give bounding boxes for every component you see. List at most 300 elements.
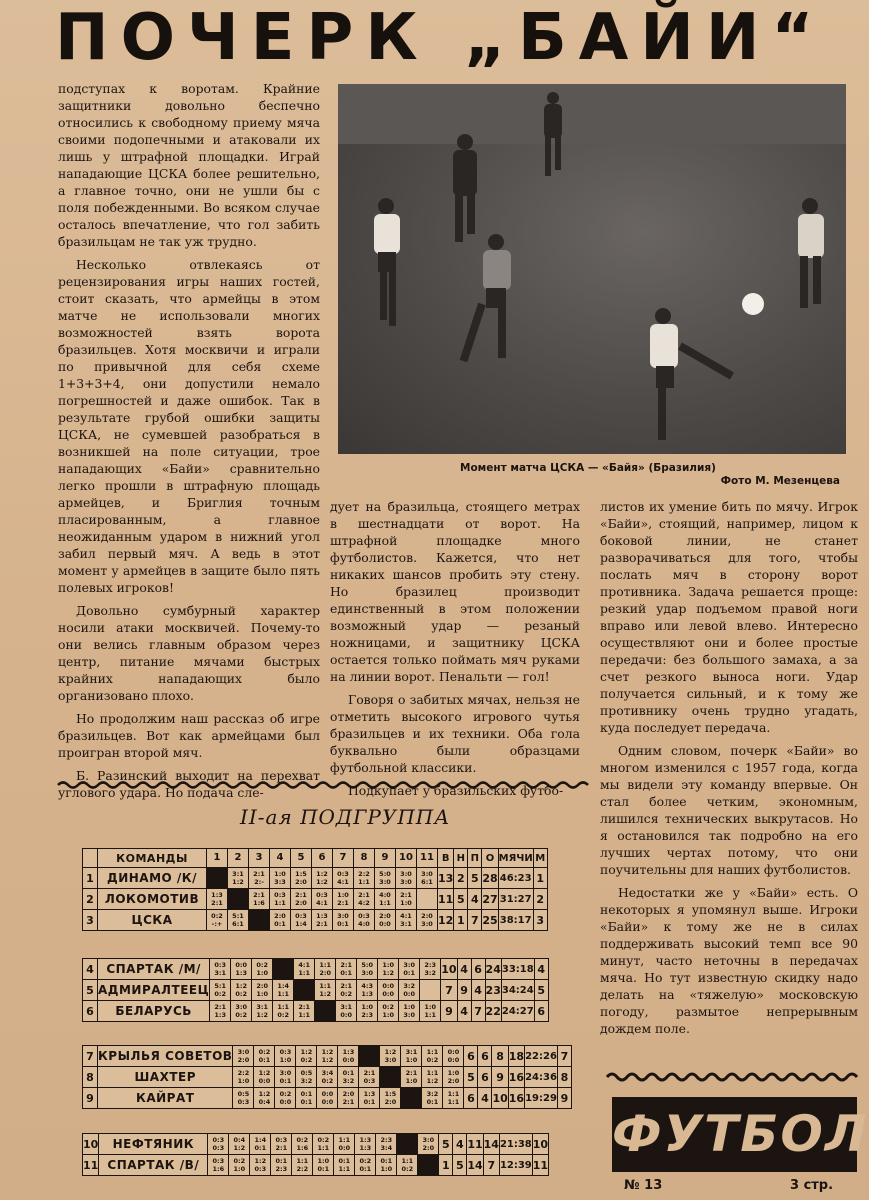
score: 0:4 — [233, 1136, 246, 1144]
score: 0:2 — [359, 1157, 372, 1165]
goals-cell: 24:36 — [525, 1067, 558, 1088]
score: 3:1 — [405, 1048, 418, 1056]
table-row — [83, 1001, 549, 1022]
score: 0:2 — [235, 990, 248, 998]
points-cell: 22 — [485, 1001, 501, 1022]
goals-cell: 19:29 — [525, 1088, 558, 1109]
score: 1:2 — [321, 1056, 334, 1064]
result-cell — [210, 1001, 231, 1022]
result-cell — [312, 868, 333, 889]
losses-cell: 7 — [471, 1001, 485, 1022]
header-cell: 1 — [207, 849, 228, 868]
score: 2:1 — [358, 891, 370, 899]
result-cell — [417, 910, 438, 931]
score: 1:3 — [361, 990, 374, 998]
result-cell — [317, 1088, 338, 1109]
score: 0:3 — [254, 1165, 267, 1173]
header-cell: 6 — [312, 849, 333, 868]
score: 6:1 — [232, 920, 244, 928]
score: 1:3 — [342, 1048, 355, 1056]
score: 0:1 — [258, 1056, 271, 1064]
header-cell: П — [468, 849, 482, 868]
wins-cell: 11 — [438, 889, 454, 910]
score: 2:1 — [342, 1098, 355, 1106]
result-cell — [338, 1046, 359, 1067]
page-number: 3 стр. — [790, 1178, 834, 1193]
result-cell — [443, 1088, 464, 1109]
score: 1:3 — [211, 891, 223, 899]
result-cell — [271, 1134, 292, 1155]
logo-text: ФУТБОЛ — [612, 1105, 869, 1163]
player-kicking — [650, 308, 734, 440]
score: 1:0 — [233, 1165, 246, 1173]
paragraph: Недостатки же у «Байи» есть. О некоторых я упомянул выше. Игроки «Байи» к тому же не в силах поддерживать высокий темп все 90 минут, часто неточны в передачах мяча. Но тут известную скидку надо делать на «тяжелую» московскую погоду, размытое непрерывным дождем поле. — [600, 885, 858, 1036]
score: 0:2 — [426, 1056, 439, 1064]
table-row — [83, 910, 548, 931]
row-number: 3 — [83, 910, 98, 931]
paragraph: подступах к воротам. Крайние защитники довольно беспечно относились к свободному приему мяча своими подопечными и атаковали их лишь у штрафной площадки. Играй нападающие ЦСКА более решительно, а главное точно, они не ушли бы с поля побежденными. Во всяком случае осталось впечатление, что гол забить бразильцам не так уж трудно. — [58, 81, 320, 249]
score: 2:3 — [361, 1011, 374, 1019]
score: 1:2 — [384, 1048, 397, 1056]
header-cell: 11 — [417, 849, 438, 868]
match-photo — [338, 84, 846, 454]
score: 3:0 — [403, 1011, 416, 1019]
self-cell — [228, 889, 249, 910]
score: 1:2 — [319, 990, 332, 998]
score: 1:3 — [359, 1136, 372, 1144]
result-cell — [336, 980, 357, 1001]
score: 0:2 — [277, 1011, 290, 1019]
score: 1:1 — [298, 969, 311, 977]
result-cell — [275, 1088, 296, 1109]
photo-caption — [460, 462, 850, 488]
score: 2:3 — [424, 961, 437, 969]
score: 0:1 — [274, 920, 286, 928]
score: 3:2 — [403, 982, 416, 990]
score: 3:0 — [235, 1003, 248, 1011]
draws-cell: 2 — [454, 868, 468, 889]
paragraph: Б. Разинский выходит на перехват углового удара. Но подача сле- — [58, 768, 320, 800]
table-row — [83, 889, 548, 910]
score: 1:2 — [316, 878, 328, 886]
result-cell — [210, 959, 231, 980]
place-cell: 7 — [557, 1046, 571, 1067]
header-teams: КОМАНДЫ — [98, 849, 207, 868]
losses-cell: 8 — [492, 1046, 508, 1067]
paragraph: Одним словом, почерк «Байи» во многом изменился с 1957 года, когда мы видели эту команду впервые. Он стал более четким, экономным, лишился технических выкрутасов. Но я остановился так подробно на его лучших чертах потому, что они поучительны для наших футболистов. — [600, 743, 858, 877]
result-cell — [228, 868, 249, 889]
result-cell — [334, 1134, 355, 1155]
place-cell: 10 — [532, 1134, 548, 1155]
score: 1:5 — [384, 1090, 397, 1098]
header-cell: МЯЧИ — [498, 849, 533, 868]
score: 0:0 — [340, 1011, 353, 1019]
result-cell — [396, 910, 417, 931]
article-column-1 — [58, 80, 320, 800]
score: 1:2 — [235, 982, 248, 990]
score: 0:2 — [321, 1077, 334, 1085]
row-number: 8 — [83, 1067, 98, 1088]
score: 3:0 — [400, 870, 412, 878]
score: 0:2 — [233, 1157, 246, 1165]
result-cell — [249, 889, 270, 910]
team-name: КАЙРАТ — [98, 1088, 233, 1109]
place-cell: 3 — [533, 910, 547, 931]
row-number: 2 — [83, 889, 98, 910]
caption-text: Момент матча ЦСКА — «Байя» (Бразилия) — [460, 462, 716, 474]
score: 2:3 — [380, 1136, 393, 1144]
score: 2:3 — [275, 1165, 288, 1173]
score: 0:2 — [279, 1090, 292, 1098]
score: 0:0 — [258, 1077, 271, 1085]
score: 4:0 — [358, 920, 370, 928]
score: 3:2 — [342, 1077, 355, 1085]
score: 0:1 — [300, 1098, 313, 1106]
result-cell — [359, 1088, 380, 1109]
score: 1:2 — [256, 1011, 269, 1019]
goals-cell: 33:18 — [501, 959, 534, 980]
score: 1:3 — [316, 912, 328, 920]
result-cell — [333, 868, 354, 889]
paragraph: Подкупает у бразильских футбо- — [348, 783, 564, 798]
score: 2:1 — [275, 1144, 288, 1152]
result-cell — [313, 1134, 334, 1155]
score: 0:0 — [338, 1144, 351, 1152]
self-cell — [207, 868, 228, 889]
result-cell — [357, 1001, 378, 1022]
stadium-background — [338, 84, 846, 144]
result-cell — [313, 1155, 334, 1176]
score: 1:0 — [317, 1157, 330, 1165]
result-cell — [336, 959, 357, 980]
score: 1:0 — [279, 1056, 292, 1064]
result-cell — [250, 1155, 271, 1176]
score: 3:0 — [421, 870, 433, 878]
score: 0:3 — [275, 1136, 288, 1144]
score: 4:1 — [298, 961, 311, 969]
score: 5:1 — [232, 912, 244, 920]
score: 1:0 — [405, 1077, 418, 1085]
score: 1:1 — [277, 1003, 290, 1011]
score: 0:1 — [359, 1165, 372, 1173]
result-cell — [296, 1088, 317, 1109]
score: 1:0 — [274, 870, 286, 878]
result-cell — [399, 980, 420, 1001]
score: 4:0 — [379, 891, 391, 899]
score: 0:5 — [237, 1090, 250, 1098]
wins-cell: 6 — [464, 1088, 478, 1109]
score: 1:2 — [258, 1090, 271, 1098]
losses-cell: 7 — [468, 910, 482, 931]
score: 1:1 — [426, 1069, 439, 1077]
wins-cell: 5 — [439, 1134, 453, 1155]
table-row — [83, 1088, 572, 1109]
result-cell — [399, 959, 420, 980]
result-cell — [250, 1134, 271, 1155]
standings-table — [82, 848, 548, 931]
result-cell — [254, 1046, 275, 1067]
score: 0:0 — [447, 1056, 460, 1064]
score: 6:1 — [421, 878, 433, 886]
table-row — [83, 1046, 572, 1067]
score: 0:1 — [403, 969, 416, 977]
points-cell: 23 — [485, 980, 501, 1001]
table-row — [83, 959, 549, 980]
result-cell — [378, 1001, 399, 1022]
wins-cell: 13 — [438, 868, 454, 889]
score: 0:3 — [237, 1098, 250, 1106]
self-cell — [249, 910, 270, 931]
score: 4:3 — [361, 982, 374, 990]
result-cell — [229, 1155, 250, 1176]
score: 1:0 — [256, 990, 269, 998]
wavy-divider — [58, 780, 588, 790]
result-cell — [315, 959, 336, 980]
result-cell — [417, 889, 438, 910]
points-cell: 28 — [482, 868, 498, 889]
team-name: ШАХТЕР — [98, 1067, 233, 1088]
score: 0:1 — [279, 1077, 292, 1085]
result-cell — [291, 910, 312, 931]
score: 1:1 — [358, 878, 370, 886]
draws-cell: 5 — [454, 889, 468, 910]
draws-cell: 5 — [453, 1155, 467, 1176]
losses-cell: 5 — [468, 868, 482, 889]
score: 2:0 — [319, 969, 332, 977]
team-name: СПАРТАК /В/ — [99, 1155, 208, 1176]
score: 1:0 — [400, 899, 412, 907]
score: 3:0 — [403, 961, 416, 969]
score: 0:1 — [337, 920, 349, 928]
score: 3:2 — [300, 1077, 313, 1085]
result-cell — [208, 1155, 229, 1176]
score: 0:0 — [379, 920, 391, 928]
result-cell — [417, 868, 438, 889]
score: 3:0 — [237, 1048, 250, 1056]
result-cell — [292, 1155, 313, 1176]
row-number: 9 — [83, 1088, 98, 1109]
table-row — [83, 1067, 572, 1088]
result-cell — [357, 959, 378, 980]
place-cell: 6 — [534, 1001, 548, 1022]
score: 2:2 — [237, 1069, 250, 1077]
losses-cell: 11 — [467, 1134, 483, 1155]
result-cell — [273, 980, 294, 1001]
score: 0:0 — [321, 1090, 334, 1098]
header-cell: 4 — [270, 849, 291, 868]
score: 1:1 — [424, 1011, 437, 1019]
score: 3:4 — [321, 1069, 334, 1077]
self-cell — [380, 1067, 401, 1088]
score: 1:4 — [295, 920, 307, 928]
score: 0:3 — [295, 912, 307, 920]
result-cell — [270, 868, 291, 889]
result-cell — [233, 1067, 254, 1088]
self-cell — [418, 1155, 439, 1176]
score: 0:1 — [275, 1157, 288, 1165]
result-cell — [357, 980, 378, 1001]
self-cell — [315, 1001, 336, 1022]
result-cell — [338, 1067, 359, 1088]
score: 0:2 — [296, 1136, 309, 1144]
result-cell — [422, 1088, 443, 1109]
score: 2:0 — [256, 982, 269, 990]
losses-cell: 10 — [492, 1088, 508, 1109]
score: 1:2 — [232, 878, 244, 886]
table-row — [83, 868, 548, 889]
result-cell — [401, 1067, 422, 1088]
header-cell: О — [482, 849, 498, 868]
score: 1:0 — [424, 1003, 437, 1011]
result-cell — [396, 868, 417, 889]
wins-cell: 10 — [441, 959, 457, 980]
result-cell — [418, 1134, 439, 1155]
result-cell — [401, 1046, 422, 1067]
score: 3:1 — [232, 870, 244, 878]
score: 2:1 — [340, 961, 353, 969]
score: 0:0 — [321, 1098, 334, 1106]
score: 1:2 — [254, 1157, 267, 1165]
score: 0:2 — [340, 990, 353, 998]
header-cell: 9 — [375, 849, 396, 868]
result-cell — [375, 910, 396, 931]
score: 1:2 — [426, 1077, 439, 1085]
article-column-2 — [330, 498, 580, 798]
result-cell — [378, 959, 399, 980]
draws-cell: 9 — [457, 980, 471, 1001]
row-number: 6 — [83, 1001, 98, 1022]
result-cell — [231, 959, 252, 980]
result-cell — [376, 1155, 397, 1176]
score: 0:1 — [363, 1098, 376, 1106]
score: 3:0 — [384, 1056, 397, 1064]
draws-cell: 6 — [478, 1046, 492, 1067]
score: 1:0 — [380, 1165, 393, 1173]
score: 0:3 — [337, 870, 349, 878]
result-cell — [338, 1088, 359, 1109]
score: 3:4 — [380, 1144, 393, 1152]
goals-cell: 46:23 — [498, 868, 533, 889]
score: 1:3 — [363, 1090, 376, 1098]
score: 3:1 — [256, 1003, 269, 1011]
self-cell — [359, 1046, 380, 1067]
result-cell — [312, 910, 333, 931]
points-cell: 27 — [482, 889, 498, 910]
result-cell — [294, 1001, 315, 1022]
result-cell — [275, 1046, 296, 1067]
score: 0:1 — [254, 1144, 267, 1152]
losses-cell: 9 — [492, 1067, 508, 1088]
score: 3:2 — [424, 969, 437, 977]
ball-icon — [742, 293, 764, 315]
score: 1:0 — [337, 891, 349, 899]
score: 0:2 — [235, 1011, 248, 1019]
result-cell — [291, 868, 312, 889]
result-cell — [334, 1155, 355, 1176]
result-cell — [355, 1155, 376, 1176]
wins-cell: 9 — [441, 1001, 457, 1022]
goals-cell: 34:24 — [501, 980, 534, 1001]
score: 0:3 — [358, 912, 370, 920]
result-cell — [420, 980, 441, 1001]
score: 3:2 — [426, 1090, 439, 1098]
result-cell — [380, 1088, 401, 1109]
place-cell: 5 — [534, 980, 548, 1001]
wins-cell: 5 — [464, 1067, 478, 1088]
paragraph: Но продолжим наш рассказ об игре бразильцев. Вот как армейцами был проигран второй мяч. — [58, 711, 320, 760]
score: 0:2 — [300, 1056, 313, 1064]
row-number: 1 — [83, 868, 98, 889]
result-cell — [420, 959, 441, 980]
score: 3:0 — [422, 1136, 435, 1144]
result-cell — [443, 1067, 464, 1088]
points-cell: 16 — [508, 1088, 524, 1109]
score: 2:0 — [421, 912, 433, 920]
result-cell — [233, 1046, 254, 1067]
points-cell: 16 — [508, 1067, 524, 1088]
header-cell: 2 — [228, 849, 249, 868]
place-cell: 11 — [532, 1155, 548, 1176]
points-cell: 7 — [483, 1155, 499, 1176]
score: 0:1 — [342, 1069, 355, 1077]
score: 1:0 — [256, 969, 269, 977]
header-cell: 3 — [249, 849, 270, 868]
result-cell — [378, 980, 399, 1001]
score: 1:2 — [233, 1144, 246, 1152]
header-cell: Н — [454, 849, 468, 868]
result-cell — [354, 889, 375, 910]
result-cell — [296, 1067, 317, 1088]
score: 0:1 — [300, 1090, 313, 1098]
goals-cell: 31:27 — [498, 889, 533, 910]
score: 2:- — [254, 878, 264, 886]
row-number: 7 — [83, 1046, 98, 1067]
score: 1:1 — [296, 1157, 309, 1165]
self-cell — [401, 1088, 422, 1109]
score: 0:0 — [342, 1056, 355, 1064]
result-cell — [296, 1046, 317, 1067]
score: 2:2 — [296, 1165, 309, 1173]
score: 3:1 — [400, 920, 412, 928]
table-row — [83, 980, 549, 1001]
score: 1:4 — [277, 982, 290, 990]
self-cell — [273, 959, 294, 980]
place-cell: 1 — [533, 868, 547, 889]
result-cell — [420, 1001, 441, 1022]
score: 1:1 — [379, 899, 391, 907]
team-name: ЦСКА — [98, 910, 207, 931]
score: 2:0 — [379, 912, 391, 920]
team-name: СПАРТАК /М/ — [98, 959, 210, 980]
result-cell — [317, 1046, 338, 1067]
result-cell — [270, 910, 291, 931]
result-cell — [228, 910, 249, 931]
score: 0:3 — [363, 1077, 376, 1085]
draws-cell: 4 — [457, 959, 471, 980]
score: 5:0 — [361, 961, 374, 969]
score: 4:1 — [400, 912, 412, 920]
result-cell — [396, 889, 417, 910]
score: 0:3 — [316, 891, 328, 899]
score: 1:1 — [447, 1090, 460, 1098]
row-number: 11 — [83, 1155, 99, 1176]
score: 2:0 — [274, 912, 286, 920]
paragraph: Говоря о забитых мячах, нельзя не отметить высокого игрового чутья бразильцев и их техники. Оба гола буквально были образцами футбольной классики. — [330, 692, 580, 775]
score: 0:1 — [338, 1157, 351, 1165]
score: -:+ — [211, 920, 223, 928]
score: 0:2 — [256, 961, 269, 969]
score: 1:1 — [319, 982, 332, 990]
